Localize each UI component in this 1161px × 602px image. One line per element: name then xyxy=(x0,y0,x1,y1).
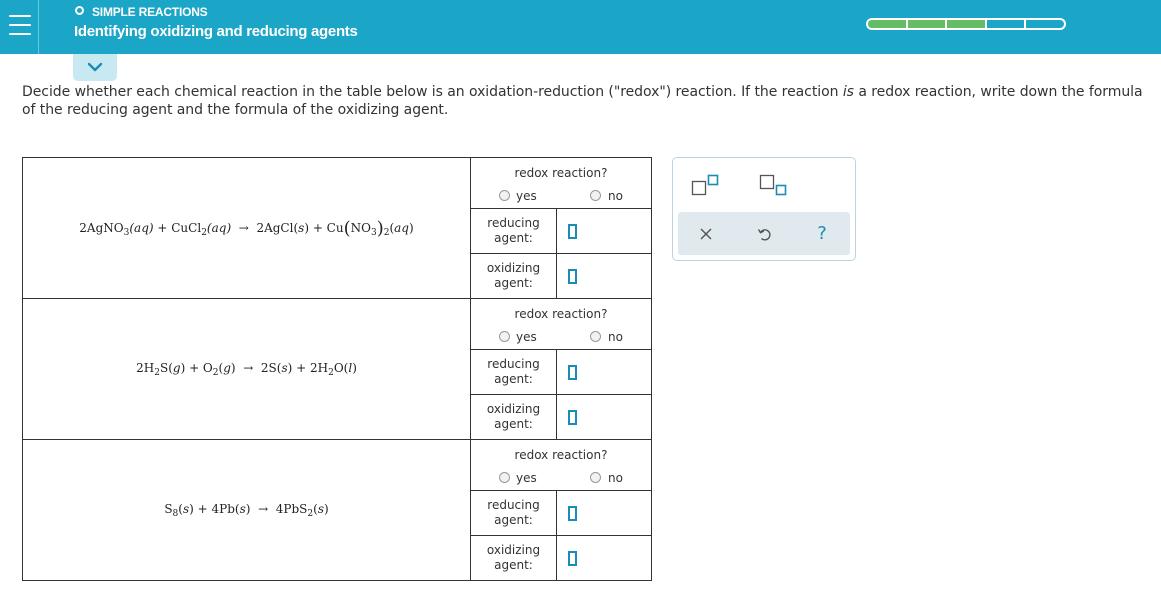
label-line: oxidizing xyxy=(486,261,541,275)
redox-question: redox reaction? xyxy=(514,448,608,462)
yes-label: yes xyxy=(516,330,537,344)
no-radio[interactable] xyxy=(590,190,601,201)
reaction-equation-2: $2H_2S(g) + O_2(g) \to 2S(s) + 2H_2O(l)$ xyxy=(23,299,471,440)
instructions-text: Decide whether each chemical reaction in the table below is an oxidation-reduction ("redox") reaction. If the reaction xyxy=(22,84,843,100)
reaction-equation-3: $S_8(s) + 4Pb(s) \to 4PbS_2(s)$ xyxy=(23,440,471,581)
progress-segment-complete xyxy=(908,20,948,28)
instructions-text: a redox reaction, write down the formula xyxy=(853,84,1143,100)
progress-segment-complete xyxy=(947,20,987,28)
oxidizing-agent-label xyxy=(471,536,557,581)
label-line: agent: xyxy=(494,231,533,245)
clear-button[interactable] xyxy=(686,212,726,255)
oxidizing-agent-cell xyxy=(557,395,652,440)
reducing-agent-cell xyxy=(557,350,652,395)
no-label: no xyxy=(608,189,623,203)
clear-x-icon xyxy=(699,227,713,241)
yes-label: yes xyxy=(516,189,537,203)
reaction-row-1 xyxy=(23,158,652,209)
label-line: oxidizing xyxy=(486,402,541,416)
instructions-emphasis: is xyxy=(842,84,854,100)
redox-question-cell xyxy=(471,299,652,350)
oxidizing-agent-cell xyxy=(557,536,652,581)
reducing-agent-label xyxy=(471,350,557,395)
label-line: reducing xyxy=(487,357,540,371)
redox-question: redox reaction? xyxy=(514,166,608,180)
reducing-agent-label xyxy=(471,209,557,254)
hamburger-line xyxy=(9,24,31,26)
progress-bar xyxy=(866,18,1066,30)
hamburger-line xyxy=(9,33,31,35)
label-line: reducing xyxy=(487,498,540,512)
yes-radio[interactable] xyxy=(499,190,510,201)
help-icon: ? xyxy=(817,223,827,244)
label-line: agent: xyxy=(494,276,533,290)
no-label: no xyxy=(608,471,623,485)
superscript-box-icon[interactable] xyxy=(691,174,721,196)
palette-action-bar xyxy=(678,212,850,255)
topic-circle-icon xyxy=(75,6,84,15)
yes-label: yes xyxy=(516,471,537,485)
page-title: Identifying oxidizing and reducing agents xyxy=(74,23,358,40)
redox-question-cell xyxy=(471,440,652,491)
label-line: agent: xyxy=(494,513,533,527)
oxidizing-agent-label xyxy=(471,395,557,440)
redox-question: redox reaction? xyxy=(514,307,608,321)
oxidizing-agent-input[interactable] xyxy=(568,269,577,284)
reducing-agent-input[interactable] xyxy=(568,224,577,239)
reducing-agent-label xyxy=(471,491,557,536)
oxidizing-agent-input[interactable] xyxy=(568,410,577,425)
no-label: no xyxy=(608,330,623,344)
collapse-toggle[interactable] xyxy=(73,54,117,81)
subscript-box-icon[interactable] xyxy=(759,174,789,198)
label-line: oxidizing xyxy=(486,543,541,557)
no-radio[interactable] xyxy=(590,472,601,483)
no-radio[interactable] xyxy=(590,331,601,342)
oxidizing-agent-input[interactable] xyxy=(568,551,577,566)
oxidizing-agent-label xyxy=(471,254,557,299)
header-bar xyxy=(0,0,1161,54)
reaction-row-2 xyxy=(23,299,652,350)
label-line: agent: xyxy=(494,372,533,386)
redox-question-cell xyxy=(471,158,652,209)
progress-segment-empty xyxy=(1026,20,1064,28)
reducing-agent-cell xyxy=(557,491,652,536)
yes-radio[interactable] xyxy=(499,331,510,342)
reducing-agent-input[interactable] xyxy=(568,365,577,380)
label-line: agent: xyxy=(494,417,533,431)
undo-icon xyxy=(756,226,772,242)
help-button[interactable] xyxy=(802,212,842,255)
progress-segment-empty xyxy=(987,20,1027,28)
reducing-agent-cell xyxy=(557,209,652,254)
label-line: reducing xyxy=(487,216,540,230)
instructions-line-2: of the reducing agent and the formula of the oxidizing agent. xyxy=(22,102,449,118)
menu-button[interactable] xyxy=(0,0,39,54)
reaction-equation-1: 2AgNO$_3$(aq) + CuCl$_2$(aq) → 2AgCl(s) + $Cu(NO_3)_2(aq)$ xyxy=(23,158,471,299)
reaction-row-3 xyxy=(23,440,652,491)
label-line: agent: xyxy=(494,558,533,572)
instructions xyxy=(22,83,1161,119)
yes-radio[interactable] xyxy=(499,472,510,483)
instructions-line-1 xyxy=(22,83,1161,101)
reducing-agent-input[interactable] xyxy=(568,506,577,521)
progress-segment-complete xyxy=(868,20,908,28)
topic-label: SIMPLE REACTIONS xyxy=(92,5,208,19)
chevron-down-icon xyxy=(87,62,103,72)
undo-button[interactable] xyxy=(744,212,784,255)
oxidizing-agent-cell xyxy=(557,254,652,299)
reactions-table xyxy=(22,157,652,581)
answer-palette xyxy=(672,157,856,261)
hamburger-line xyxy=(9,15,31,17)
